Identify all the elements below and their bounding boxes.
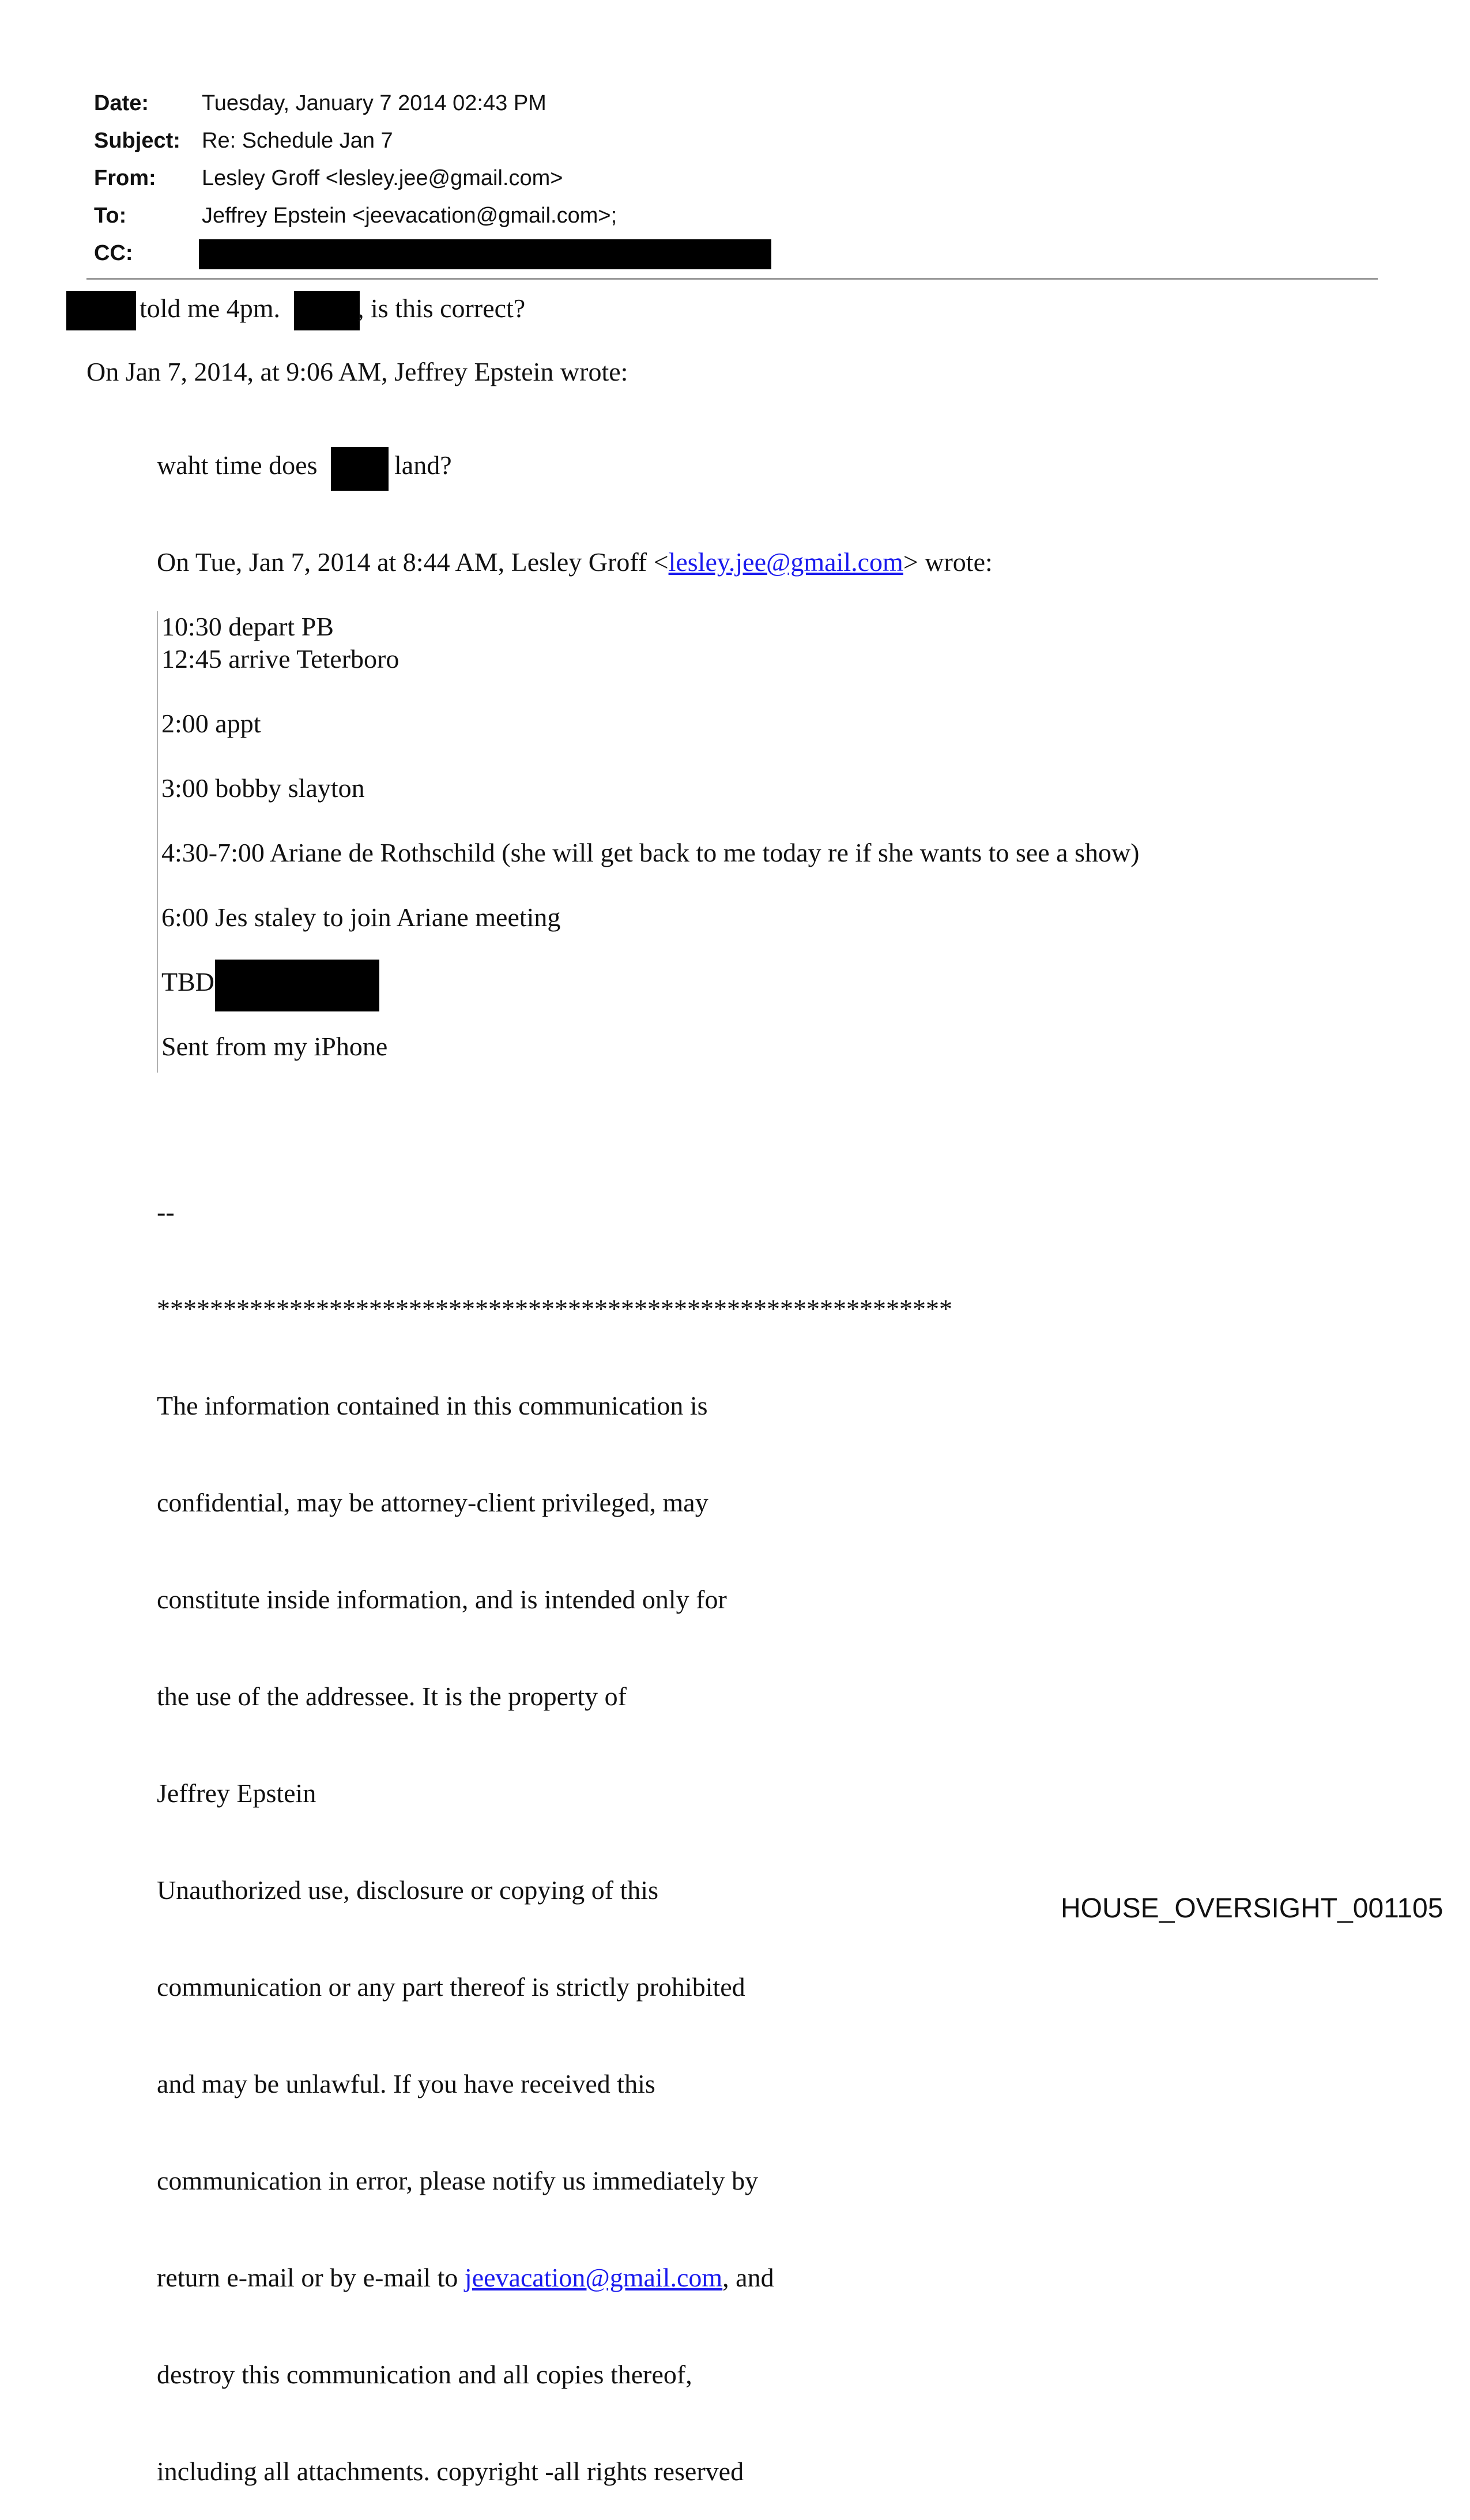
redaction-name-3 [331, 447, 389, 491]
redaction-name-2 [294, 291, 360, 330]
email-link-jeevacation[interactable]: jeevacation@gmail.com [464, 2263, 723, 2292]
schedule-line-6: 6:00 Jes staley to join Ariane meeting [161, 902, 561, 932]
date-label: Date: [94, 91, 149, 115]
disclaimer-line-10-prefix: return e-mail or by e-mail to [157, 2263, 465, 2292]
schedule-line-4: 3:00 bobby slayton [161, 773, 365, 803]
email-link-lesley[interactable]: lesley.jee@gmail.com [668, 547, 903, 577]
schedule-line-1: 10:30 depart PB [161, 612, 334, 641]
schedule-line-7: TBD [161, 967, 214, 996]
schedule-line-2: 12:45 arrive Teterboro [161, 644, 399, 674]
disclaimer-line-4: the use of the addressee. It is the property of [157, 1682, 627, 1711]
disclaimer-line-1: The information contained in this communication is [157, 1391, 708, 1420]
quote1-message-part1: waht time does [157, 450, 318, 480]
subject-label: Subject: [94, 129, 180, 153]
to-label: To: [94, 204, 127, 228]
redaction-name-1 [66, 291, 136, 330]
bates-number: HOUSE_OVERSIGHT_001105 [1061, 1893, 1443, 1924]
cc-redaction [199, 239, 771, 269]
schedule-line-3: 2:00 appt [161, 709, 261, 738]
disclaimer-line-10-suffix: , and [722, 2263, 774, 2292]
quote1-message-part2: land? [394, 450, 452, 480]
quote2-attribution [157, 547, 993, 577]
disclaimer-line-9: communication in error, please notify us immediately by [157, 2166, 759, 2195]
disclaimer-line-10 [157, 2262, 952, 2294]
quote1-attribution: On Jan 7, 2014, at 9:06 AM, Jeffrey Epstein wrote: [86, 357, 628, 386]
quote2-attribution-suffix: > wrote: [903, 547, 993, 577]
from-label: From: [94, 166, 156, 190]
disclaimer-line-2: confidential, may be attorney-client privileged, may [157, 1488, 708, 1517]
disclaimer-line-7: communication or any part thereof is strictly prohibited [157, 1972, 745, 2002]
to-value: Jeffrey Epstein <jeevacation@gmail.com>; [202, 204, 617, 228]
quote-bar [157, 611, 158, 1073]
reply-text-part2: , is this correct? [357, 294, 526, 323]
redaction-tbd [215, 960, 379, 1011]
sig-dashes: -- [157, 1197, 175, 1227]
cc-label: CC: [94, 241, 133, 265]
header-divider [86, 278, 1378, 280]
quote2-attribution-prefix: On Tue, Jan 7, 2014 at 8:44 AM, Lesley Groff < [157, 547, 669, 577]
sent-from-line: Sent from my iPhone [161, 1032, 388, 1061]
from-value: Lesley Groff <lesley.jee@gmail.com> [202, 166, 563, 190]
reply-text-part1: told me 4pm. [140, 294, 281, 323]
disclaimer-line-3: constitute inside information, and is intended only for [157, 1585, 727, 1614]
subject-value: Re: Schedule Jan 7 [202, 129, 393, 153]
schedule-line-5: 4:30-7:00 Ariane de Rothschild (she will get back to me today re if she wants to see a show) [161, 838, 1140, 867]
date-value: Tuesday, January 7 2014 02:43 PM [202, 91, 546, 115]
disclaimer-line-8: and may be unlawful. If you have received this [157, 2069, 655, 2098]
disclaimer-line-6: Unauthorized use, disclosure or copying of this [157, 1875, 658, 1905]
signature-block [157, 1131, 952, 2520]
disclaimer-line-12: including all attachments. copyright -all rights reserved [157, 2457, 744, 2486]
sig-stars: ************************************************************ [157, 1294, 952, 1323]
disclaimer-line-5: Jeffrey Epstein [157, 1778, 316, 1808]
disclaimer-line-11: destroy this communication and all copies thereof, [157, 2360, 692, 2389]
